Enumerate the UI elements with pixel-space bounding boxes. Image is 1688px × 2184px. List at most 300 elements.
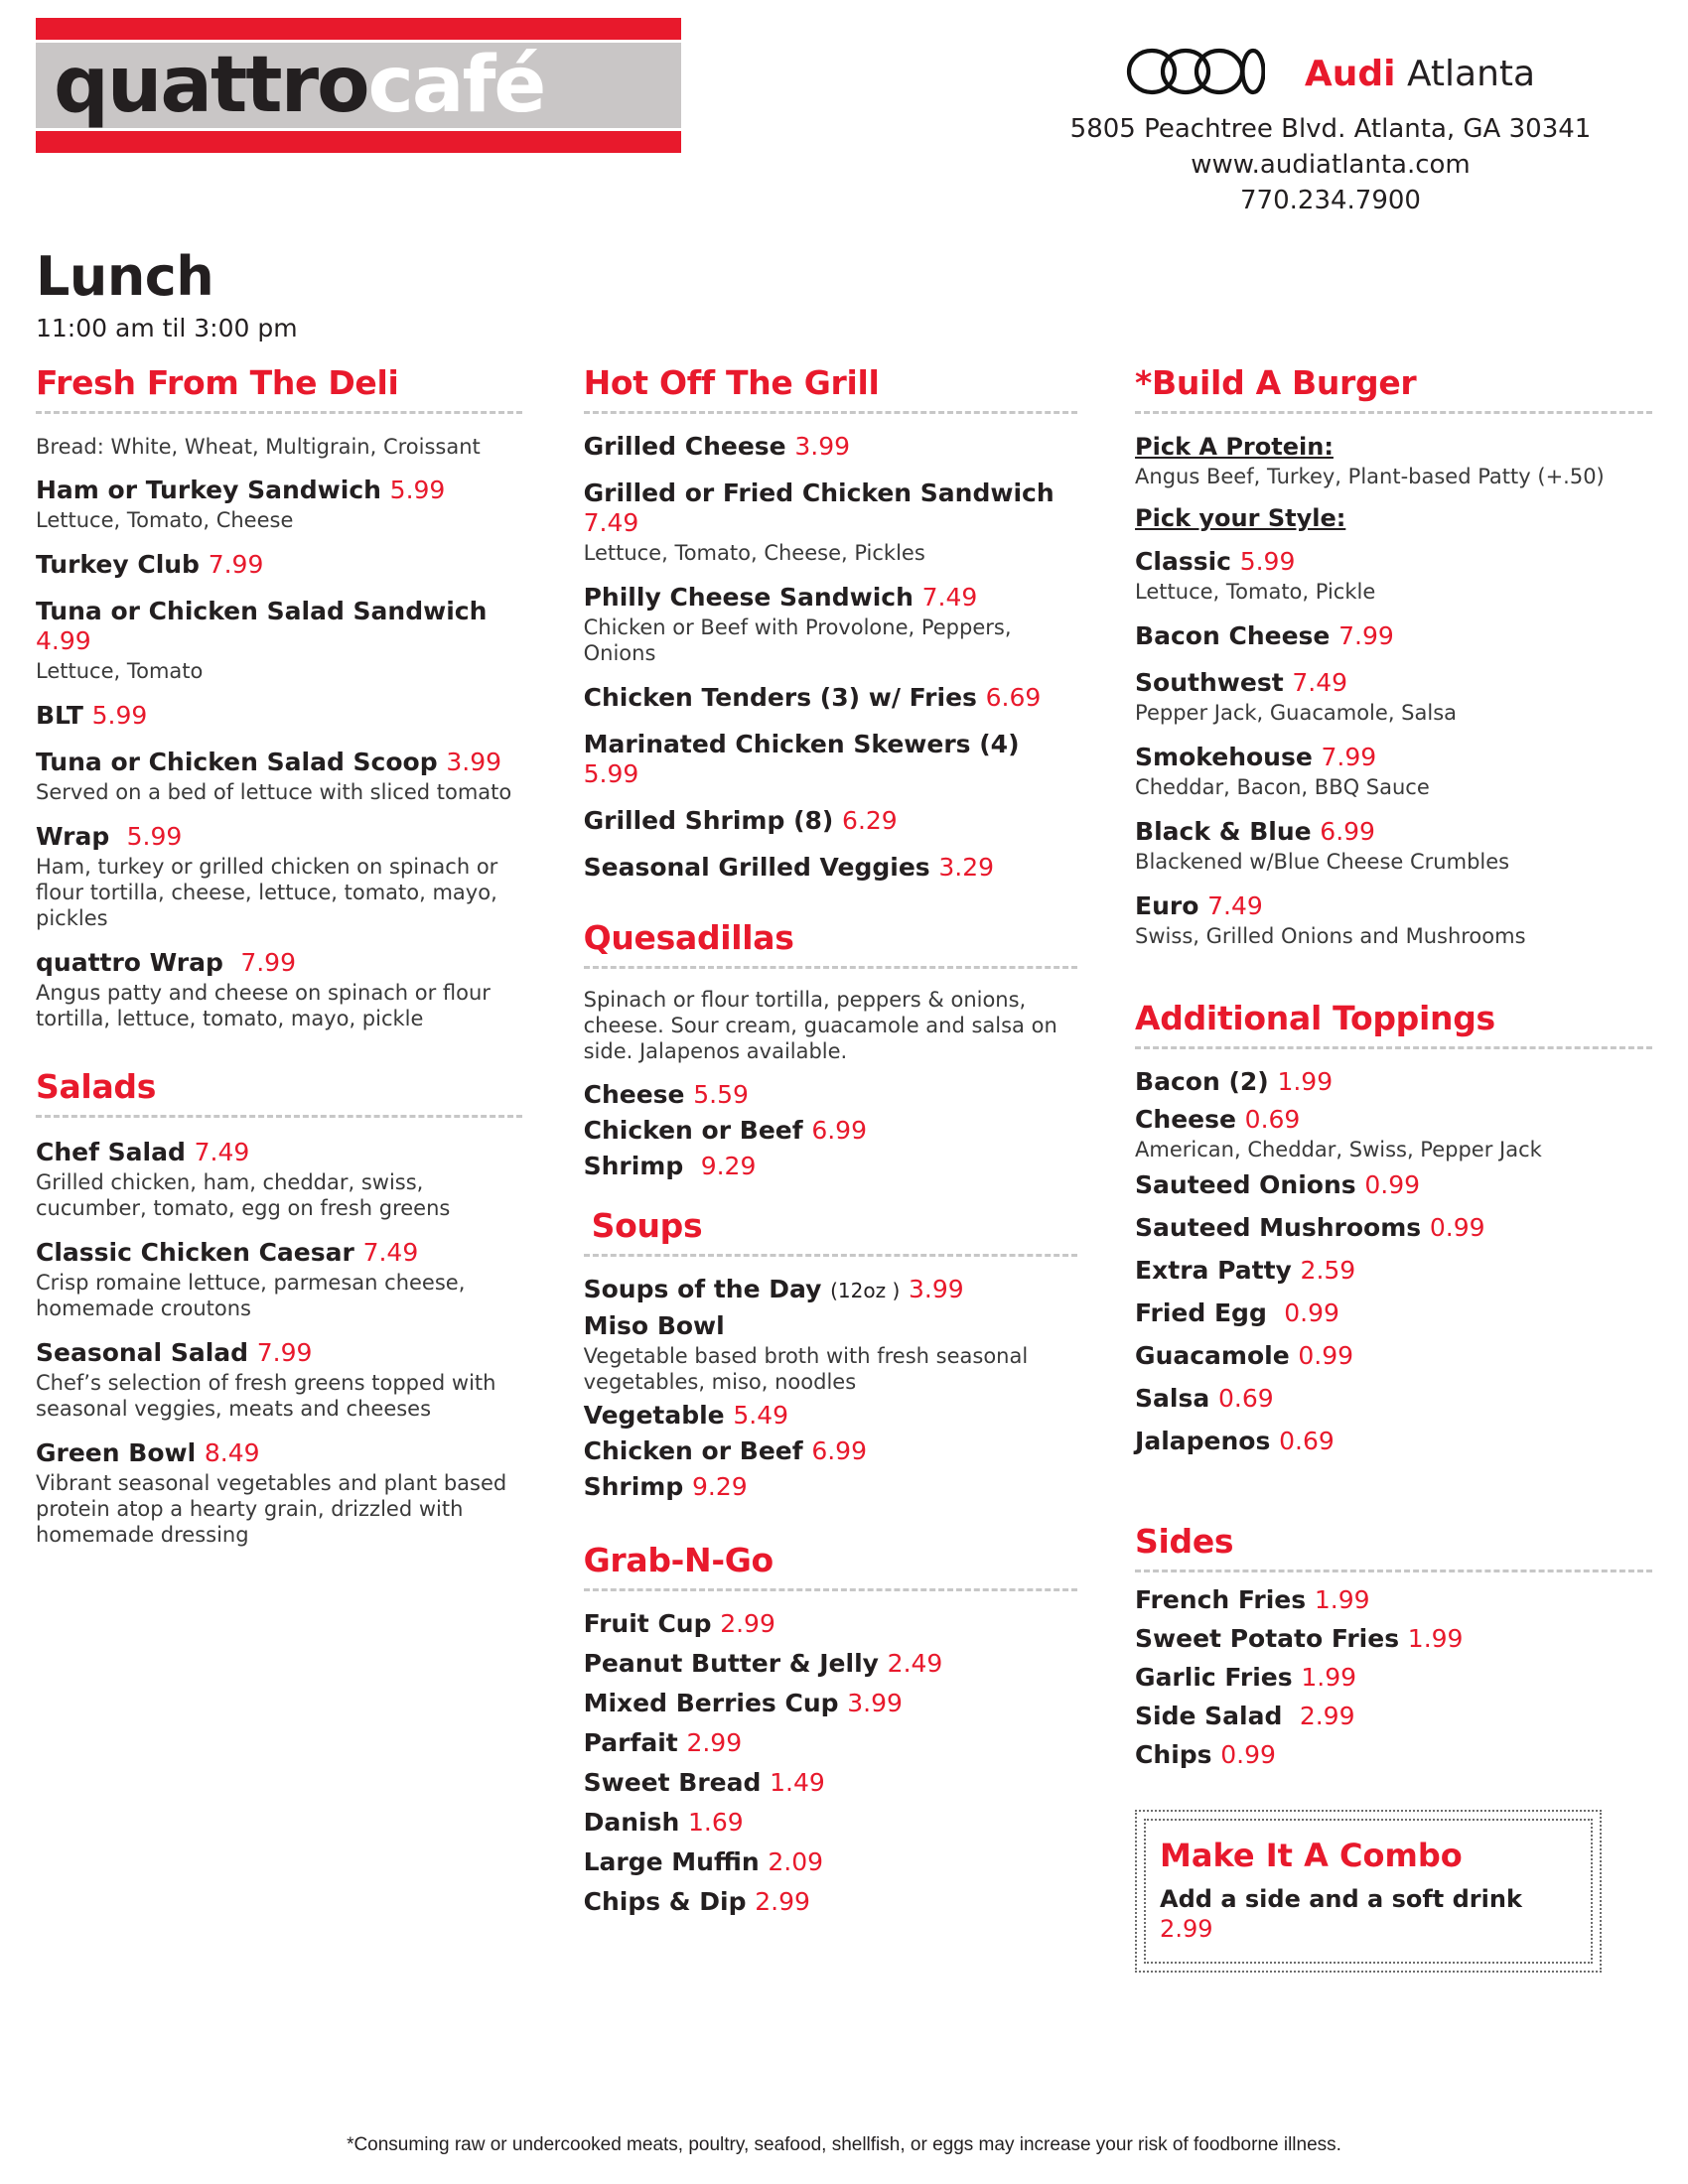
burger-style-label: Pick your Style:	[1135, 504, 1346, 532]
item-price: 5.99	[126, 822, 183, 851]
item-label: Parfait	[583, 1728, 678, 1757]
item-title	[584, 1311, 1077, 1341]
section-divider	[1135, 1570, 1652, 1572]
page-header	[0, 0, 1688, 218]
item-title	[36, 550, 522, 580]
item-label: Mixed Berries Cup	[583, 1689, 839, 1717]
item-title	[36, 822, 522, 852]
item-title	[584, 1152, 1077, 1181]
item-label: Fried Egg	[1135, 1298, 1267, 1327]
dealer-phone[interactable]: 770.234.7900	[1240, 186, 1421, 215]
item-title	[36, 701, 522, 731]
menu-item	[1135, 1663, 1652, 1693]
item-price: 5.99	[91, 701, 148, 730]
column-left	[36, 364, 552, 1973]
item-price: 1.99	[1314, 1585, 1370, 1614]
item-price: 0.69	[1244, 1105, 1301, 1134]
section-heading-soups: Soups	[591, 1206, 703, 1245]
item-label: Chicken or Beef	[583, 1436, 803, 1465]
section-divider	[1135, 1046, 1652, 1049]
item-title	[584, 1080, 1077, 1110]
item-title	[1135, 1256, 1652, 1286]
item-price: 8.49	[204, 1438, 260, 1467]
item-title	[36, 948, 522, 978]
item-description: Swiss, Grilled Onions and Mushrooms	[1135, 924, 1526, 948]
menu-item	[1135, 1213, 1652, 1243]
item-label: Garlic Fries	[1135, 1663, 1293, 1692]
item-size: (12oz )	[830, 1279, 901, 1302]
item-description: Lettuce, Tomato	[36, 659, 204, 683]
item-price: 5.99	[1239, 547, 1296, 576]
section-heading-sides: Sides	[1135, 1522, 1234, 1561]
item-label: Philly Cheese Sandwich	[583, 583, 914, 612]
audi-rings-icon	[1126, 48, 1265, 99]
item-price: 7.99	[208, 550, 264, 579]
item-label: Classic	[1135, 547, 1231, 576]
section-divider	[584, 1588, 1077, 1591]
item-label: Salsa	[1135, 1384, 1210, 1413]
menu-item	[584, 1311, 1077, 1395]
item-title	[584, 1436, 1077, 1466]
item-label: Wrap	[36, 822, 110, 851]
section-heading-burger: *Build A Burger	[1135, 363, 1417, 402]
spacer	[584, 1508, 1077, 1542]
deli-bread-note: Bread: White, Wheat, Multigrain, Croissant	[36, 435, 481, 459]
item-price: 1.99	[1301, 1663, 1357, 1692]
item-price: 1.99	[1277, 1067, 1334, 1096]
item-label: Shrimp	[583, 1152, 684, 1180]
item-price: 6.99	[811, 1436, 867, 1465]
item-title	[1135, 1702, 1652, 1731]
menu-item	[584, 1689, 1077, 1718]
item-title	[1135, 1213, 1652, 1243]
menu-item	[1135, 1427, 1652, 1456]
section-grab-n-go	[584, 1542, 1077, 1917]
menu-item	[1135, 891, 1652, 949]
item-label: Grilled or Fried Chicken Sandwich	[583, 478, 1055, 507]
item-label: Grilled Cheese	[583, 432, 786, 461]
section-additional-toppings	[1135, 1000, 1652, 1456]
item-title	[1135, 1105, 1652, 1135]
item-description: Ham, turkey or grilled chicken on spinach or flour tortilla, cheese, lettuce, tomato, mayo, pickles	[36, 855, 498, 930]
spacer	[36, 1048, 522, 1068]
item-title	[1135, 668, 1652, 698]
logo-wordmark-band	[36, 43, 681, 128]
item-price: 6.29	[842, 806, 898, 835]
footer-disclaimer: *Consuming raw or undercooked meats, poultry, seafood, shellfish, or eggs may increase your risk of foodborne illness.	[347, 2134, 1341, 2155]
item-title	[1135, 743, 1652, 772]
item-title	[584, 583, 1077, 613]
item-description: Cheddar, Bacon, BBQ Sauce	[1135, 775, 1430, 799]
item-price: 6.99	[811, 1116, 867, 1145]
dealer-name	[1305, 54, 1535, 94]
menu-item	[1135, 1702, 1652, 1731]
item-title	[1135, 621, 1652, 651]
item-title	[36, 1438, 522, 1468]
item-title	[36, 597, 522, 656]
item-title	[1135, 1624, 1652, 1654]
item-label: Bacon (2)	[1135, 1067, 1269, 1096]
item-description: Angus patty and cheese on spinach or flour tortilla, lettuce, tomato, mayo, pickle	[36, 981, 491, 1030]
item-title	[1135, 1585, 1652, 1615]
spacer	[584, 899, 1077, 919]
menu-item	[36, 476, 522, 533]
item-label: Bacon Cheese	[1135, 621, 1331, 650]
item-title	[36, 1238, 522, 1268]
item-label: Tuna or Chicken Salad Scoop	[36, 748, 438, 776]
item-description: Chef’s selection of fresh greens topped with seasonal veggies, meats and cheeses	[36, 1371, 496, 1421]
item-price: 7.49	[583, 508, 639, 537]
menu-item	[36, 701, 522, 731]
menu-item	[36, 1238, 522, 1321]
menu-item	[584, 683, 1077, 713]
menu-item	[584, 1887, 1077, 1917]
menu-item	[1135, 547, 1652, 605]
item-title	[584, 853, 1077, 883]
quesadillas-note: Spinach or flour tortilla, peppers & onions, cheese. Sour cream, guacamole and salsa on side. Jalapenos available.	[583, 988, 1057, 1063]
combo-promo-box	[1135, 1810, 1602, 1973]
section-salads	[36, 1068, 522, 1548]
menu-title-block	[0, 245, 1688, 342]
item-title	[36, 1138, 522, 1167]
spacer	[584, 1187, 1077, 1207]
item-label: Turkey Club	[36, 550, 200, 579]
item-price: 2.99	[720, 1609, 775, 1638]
menu-item	[1135, 1624, 1652, 1654]
item-title	[1135, 817, 1652, 847]
menu-item	[584, 1472, 1077, 1502]
item-label: Black & Blue	[1135, 817, 1312, 846]
item-title	[584, 1609, 1077, 1639]
item-label: Ham or Turkey Sandwich	[36, 476, 381, 504]
section-divider	[36, 411, 522, 414]
item-price: 6.69	[985, 683, 1042, 712]
dealer-city: Atlanta	[1406, 53, 1536, 94]
item-price: 0.69	[1279, 1427, 1335, 1455]
item-price: 0.69	[1217, 1384, 1274, 1413]
item-label: Chicken or Beef	[583, 1116, 803, 1145]
item-price: 0.99	[1298, 1341, 1354, 1370]
item-title	[584, 730, 1077, 789]
item-price: 0.99	[1364, 1170, 1421, 1199]
item-price: 5.59	[693, 1080, 749, 1109]
item-label: Danish	[583, 1808, 680, 1837]
item-label: Classic Chicken Caesar	[36, 1238, 354, 1267]
menu-item	[36, 597, 522, 684]
section-divider	[584, 411, 1077, 414]
item-label: Cheese	[583, 1080, 685, 1109]
menu-item	[36, 550, 522, 580]
item-title	[584, 683, 1077, 713]
item-label: Seasonal Salad	[36, 1338, 249, 1367]
menu-item	[1135, 621, 1652, 651]
item-label: Sweet Potato Fries	[1135, 1624, 1400, 1653]
item-price: 7.49	[1207, 891, 1263, 920]
item-description: Served on a bed of lettuce with sliced tomato	[36, 780, 512, 804]
menu-item	[36, 1138, 522, 1221]
item-description: Lettuce, Tomato, Cheese, Pickles	[583, 541, 925, 565]
column-middle	[552, 364, 1107, 1973]
item-title	[584, 1808, 1077, 1838]
quattro-cafe-logo	[36, 18, 681, 153]
item-label: Sauteed Mushrooms	[1135, 1213, 1422, 1242]
logo-bottom-bar	[36, 131, 681, 153]
item-label: Chips	[1135, 1740, 1212, 1769]
item-description: Grilled chicken, ham, cheddar, swiss, cucumber, tomato, egg on fresh greens	[36, 1170, 451, 1220]
item-title	[584, 1649, 1077, 1679]
menu-item	[36, 1438, 522, 1548]
item-title	[36, 748, 522, 777]
item-price: 3.99	[446, 748, 502, 776]
item-price: 0.99	[1284, 1298, 1339, 1327]
menu-item	[1135, 1170, 1652, 1200]
item-price: 2.99	[755, 1887, 810, 1916]
item-title	[1135, 1663, 1652, 1693]
menu-item	[1135, 1067, 1652, 1097]
item-title	[1135, 1298, 1652, 1328]
menu-item	[584, 478, 1077, 566]
burger-protein-label: Pick A Protein:	[1135, 433, 1334, 461]
item-title	[584, 1275, 1077, 1305]
section-hot-off-the-grill	[584, 364, 1077, 883]
menu-item	[584, 1116, 1077, 1146]
item-label: Shrimp	[583, 1472, 684, 1501]
dealer-contact-block	[1013, 18, 1648, 218]
item-price: 7.99	[240, 948, 296, 977]
item-title	[584, 1116, 1077, 1146]
item-price: 3.99	[794, 432, 851, 461]
item-title	[584, 1689, 1077, 1718]
item-title	[584, 1847, 1077, 1877]
item-label: Side Salad	[1135, 1702, 1283, 1730]
menu-item	[584, 1436, 1077, 1466]
item-title	[1135, 1740, 1652, 1770]
section-heading-grill: Hot Off The Grill	[583, 363, 880, 402]
combo-heading: Make It A Combo	[1160, 1837, 1463, 1874]
section-divider	[584, 966, 1077, 969]
item-label: Euro	[1135, 891, 1199, 920]
item-title	[1135, 1341, 1652, 1371]
item-label: Extra Patty	[1135, 1256, 1292, 1285]
item-price: 7.49	[1292, 668, 1348, 697]
item-label: Green Bowl	[36, 1438, 197, 1467]
item-title	[584, 432, 1077, 462]
item-price: 2.99	[686, 1728, 743, 1757]
item-label: Seasonal Grilled Veggies	[583, 853, 930, 882]
page-title: Lunch	[36, 245, 214, 308]
item-label: Jalapenos	[1135, 1427, 1271, 1455]
item-label: Sweet Bread	[583, 1768, 762, 1797]
item-label: Sauteed Onions	[1135, 1170, 1356, 1199]
menu-item	[1135, 1256, 1652, 1286]
item-price: 2.59	[1300, 1256, 1356, 1285]
menu-item	[584, 583, 1077, 666]
item-label: Large Muffin	[583, 1847, 760, 1876]
item-title	[584, 1401, 1077, 1431]
item-label: Southwest	[1135, 668, 1284, 697]
item-price: 4.99	[36, 626, 91, 655]
menu-item	[584, 1275, 1077, 1305]
section-divider	[1135, 411, 1652, 414]
section-heading-quesadillas: Quesadillas	[583, 918, 794, 957]
section-heading-toppings: Additional Toppings	[1135, 999, 1495, 1037]
menu-item	[584, 1649, 1077, 1679]
burger-protein-options: Angus Beef, Turkey, Plant-based Patty (+.50)	[1135, 465, 1605, 488]
menu-item	[584, 1609, 1077, 1639]
section-build-a-burger	[1135, 364, 1652, 949]
item-price: 3.29	[938, 853, 995, 882]
menu-item	[584, 1080, 1077, 1110]
menu-item	[584, 1808, 1077, 1838]
item-label: Cheese	[1135, 1105, 1236, 1134]
menu-item	[1135, 1384, 1652, 1414]
item-price: 1.69	[688, 1808, 744, 1837]
logo-text-cafe: café	[367, 41, 545, 130]
item-label: Peanut Butter & Jelly	[583, 1649, 879, 1678]
item-price: 7.49	[362, 1238, 419, 1267]
item-description: Lettuce, Tomato, Cheese	[36, 508, 294, 532]
item-price: 9.29	[700, 1152, 757, 1180]
combo-text: Add a side and a soft drink	[1160, 1885, 1522, 1913]
item-description: Pepper Jack, Guacamole, Salsa	[1135, 701, 1458, 725]
item-label: Marinated Chicken Skewers (4)	[583, 730, 1020, 758]
item-title	[584, 478, 1077, 538]
item-label: Tuna or Chicken Salad Sandwich	[36, 597, 488, 625]
item-description: Lettuce, Tomato, Pickle	[1135, 580, 1376, 604]
item-price: 7.99	[1338, 621, 1394, 650]
item-label: Guacamole	[1135, 1341, 1290, 1370]
item-price: 0.99	[1429, 1213, 1485, 1242]
menu-item	[584, 806, 1077, 836]
item-price: 5.49	[733, 1401, 789, 1430]
combo-price: 2.99	[1160, 1915, 1213, 1943]
menu-item	[1135, 1585, 1652, 1615]
column-right	[1107, 364, 1652, 1973]
item-label: Smokehouse	[1135, 743, 1313, 771]
logo-wordmark	[54, 41, 545, 130]
item-label: Fruit Cup	[583, 1609, 712, 1638]
item-price: 1.99	[1407, 1624, 1464, 1653]
dealer-brand: Audi	[1304, 53, 1396, 94]
menu-item	[1135, 743, 1652, 800]
item-title	[36, 476, 522, 505]
menu-item	[36, 822, 522, 931]
item-price: 0.99	[1220, 1740, 1276, 1769]
menu-item	[36, 948, 522, 1031]
logo-text-quattro: quattro	[54, 41, 368, 130]
combo-description	[1160, 1884, 1577, 1944]
section-divider	[584, 1254, 1077, 1257]
section-soups	[584, 1207, 1077, 1502]
section-quesadillas	[584, 919, 1077, 1181]
section-heading-grabngo: Grab-N-Go	[583, 1541, 774, 1579]
combo-promo-inner	[1144, 1819, 1593, 1964]
item-label: Soups of the Day	[583, 1275, 822, 1303]
section-divider	[36, 1115, 522, 1118]
item-description: Crisp romaine lettuce, parmesan cheese, homemade croutons	[36, 1271, 466, 1320]
service-hours: 11:00 am til 3:00 pm	[36, 314, 298, 342]
item-label: Chef Salad	[36, 1138, 186, 1166]
item-label: Chips & Dip	[583, 1887, 747, 1916]
item-title	[1135, 1384, 1652, 1414]
menu-item	[36, 748, 522, 805]
item-title	[584, 1887, 1077, 1917]
item-label: Miso Bowl	[583, 1311, 725, 1340]
item-title	[1135, 1427, 1652, 1456]
menu-item	[584, 1152, 1077, 1181]
item-title	[584, 1728, 1077, 1758]
item-label: Grilled Shrimp (8)	[583, 806, 834, 835]
dealer-identity-row	[1013, 48, 1648, 99]
item-price: 2.09	[768, 1847, 824, 1876]
section-heading-deli: Fresh From The Deli	[36, 363, 399, 402]
item-label: BLT	[36, 701, 83, 730]
menu-item	[584, 730, 1077, 789]
item-title	[584, 1472, 1077, 1502]
section-heading-salads: Salads	[36, 1067, 157, 1106]
item-title	[36, 1338, 522, 1368]
menu-item	[1135, 1298, 1652, 1328]
menu-columns	[0, 364, 1688, 1973]
item-description: American, Cheddar, Swiss, Pepper Jack	[1135, 1138, 1542, 1161]
item-price: 5.99	[583, 759, 639, 788]
menu-item	[1135, 1341, 1652, 1371]
item-price: 6.99	[1320, 817, 1375, 846]
item-price: 5.99	[389, 476, 446, 504]
menu-item	[584, 1768, 1077, 1798]
menu-item	[584, 1401, 1077, 1431]
menu-item	[1135, 1105, 1652, 1162]
item-title	[1135, 547, 1652, 577]
section-sides	[1135, 1523, 1652, 1770]
item-price: 1.49	[770, 1768, 825, 1797]
item-label: French Fries	[1135, 1585, 1307, 1614]
item-description: Chicken or Beef with Provolone, Peppers, Onions	[583, 615, 1012, 665]
item-description: Vibrant seasonal vegetables and plant based protein atop a hearty grain, drizzled with homemade dressing	[36, 1471, 507, 1547]
logo-top-bar	[36, 18, 681, 40]
section-fresh-from-the-deli	[36, 364, 522, 1031]
item-price: 2.49	[887, 1649, 943, 1678]
item-price: 3.99	[847, 1689, 903, 1717]
item-price: 2.99	[1299, 1702, 1355, 1730]
menu-item	[1135, 1740, 1652, 1770]
spacer	[1135, 966, 1652, 1000]
menu-item	[1135, 817, 1652, 875]
menu-item	[584, 1847, 1077, 1877]
menu-item	[584, 1728, 1077, 1758]
item-description: Vegetable based broth with fresh seasonal vegetables, miso, noodles	[583, 1344, 1029, 1394]
menu-item	[1135, 668, 1652, 726]
item-price: 3.99	[908, 1275, 964, 1303]
item-price: 7.99	[1321, 743, 1377, 771]
dealer-address: 5805 Peachtree Blvd. Atlanta, GA 30341	[1069, 114, 1592, 144]
menu-item	[584, 432, 1077, 462]
item-price: 7.49	[921, 583, 978, 612]
item-price: 7.49	[194, 1138, 250, 1166]
menu-item	[584, 853, 1077, 883]
item-label: Chicken Tenders (3) w/ Fries	[583, 683, 977, 712]
item-label: Vegetable	[583, 1401, 725, 1430]
item-price: 9.29	[691, 1472, 748, 1501]
item-title	[1135, 1170, 1652, 1200]
dealer-website[interactable]: www.audiatlanta.com	[1191, 150, 1471, 180]
item-title	[584, 1768, 1077, 1798]
menu-item	[36, 1338, 522, 1422]
item-title	[1135, 891, 1652, 921]
item-description: Blackened w/Blue Cheese Crumbles	[1135, 850, 1510, 874]
item-title	[584, 806, 1077, 836]
item-label: quattro Wrap	[36, 948, 223, 977]
